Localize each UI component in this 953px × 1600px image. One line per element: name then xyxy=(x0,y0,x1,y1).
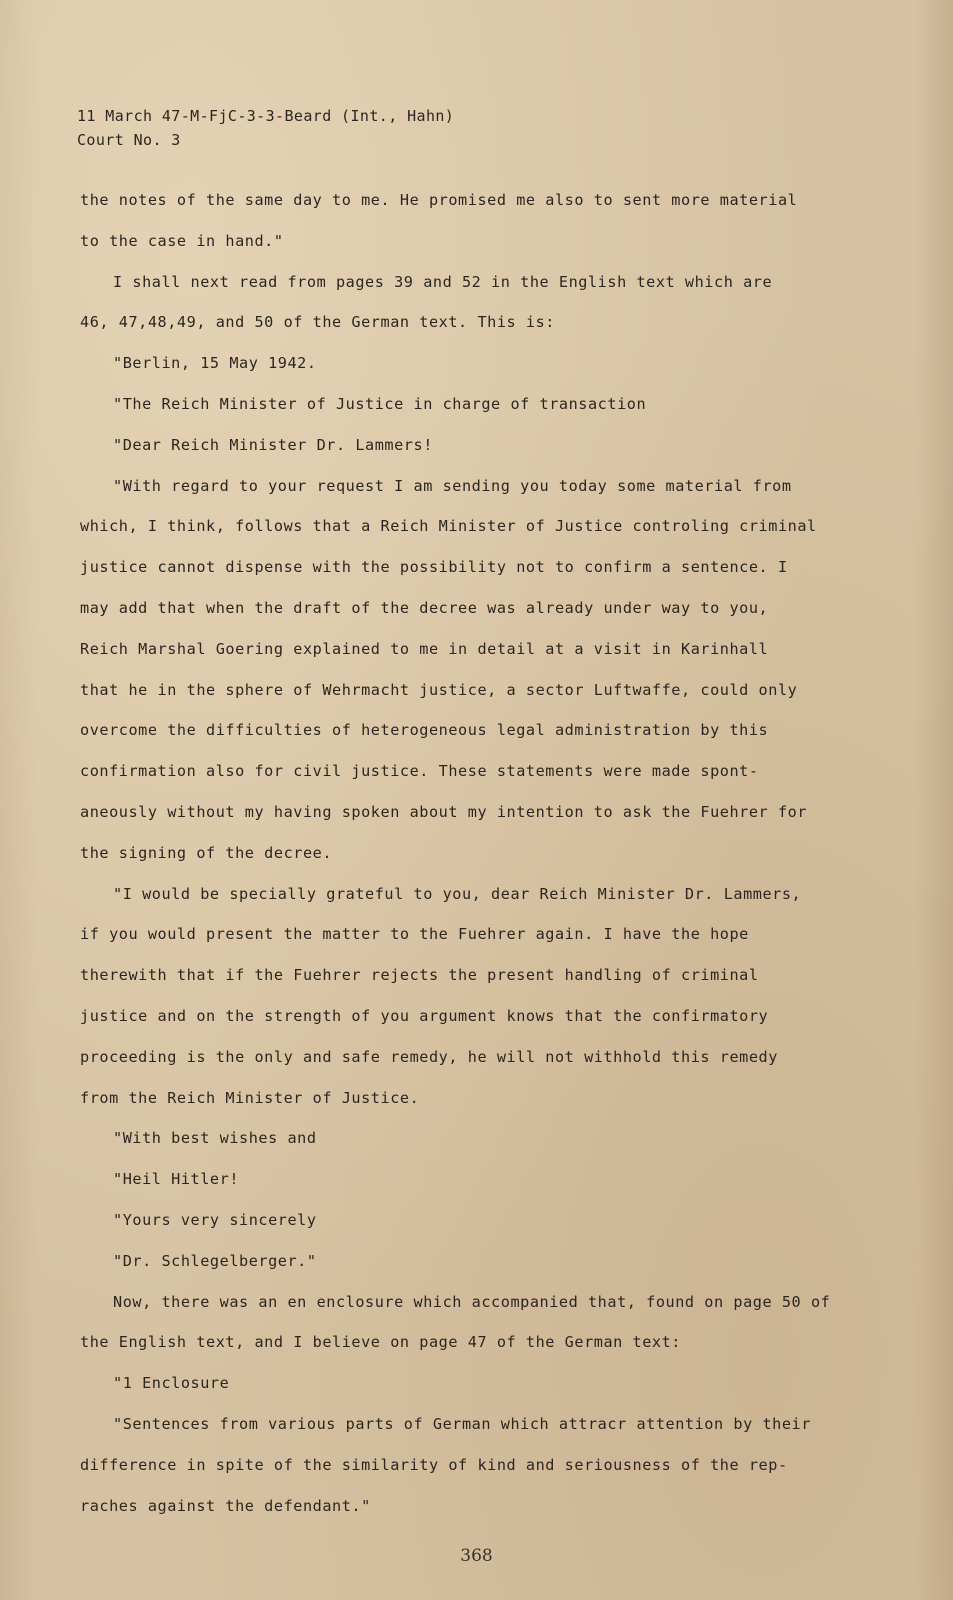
text-line: I shall next read from pages 39 and 52 in the English text which are xyxy=(113,272,773,291)
text-line: raches against the defendant." xyxy=(80,1496,371,1515)
text-line: "With regard to your request I am sending you today some material from xyxy=(113,476,792,495)
text-line: "The Reich Minister of Justice in charge of transaction xyxy=(113,394,647,413)
transcript-body xyxy=(80,180,880,1526)
text-line: aneously without my having spoken about my intention to ask the Fuehrer for xyxy=(80,802,808,821)
text-line: that he in the sphere of Wehrmacht justice, a sector Luftwaffe, could only xyxy=(80,680,798,699)
text-line: "With best wishes and xyxy=(113,1129,317,1148)
text-line: "Yours very sincerely xyxy=(113,1210,317,1229)
text-line: justice and on the strength of you argument knows that the confirmatory xyxy=(80,1006,769,1025)
document-header xyxy=(77,104,454,152)
text-line: "Berlin, 15 May 1942. xyxy=(113,354,317,373)
text-line: the signing of the decree. xyxy=(80,843,333,862)
text-line: proceeding is the only and safe remedy, he will not withhold this remedy xyxy=(80,1047,778,1066)
text-line: the notes of the same day to me. He promised me also to sent more material xyxy=(80,191,798,209)
text-line: Now, there was an en enclosure which accompanied that, found on page 50 of xyxy=(113,1292,831,1311)
text-line: to the case in hand." xyxy=(80,231,284,250)
text-line: if you would present the matter to the Fuehrer again. I have the hope xyxy=(80,925,749,944)
text-line: the English text, and I believe on page 47 of the German text: xyxy=(80,1333,682,1352)
text-line: 46, 47,48,49, and 50 of the German text. This is: xyxy=(80,313,555,332)
text-line: difference in spite of the similarity of kind and seriousness of the rep- xyxy=(80,1455,788,1474)
text-line: "Sentences from various parts of German which attracr attention by their xyxy=(113,1414,811,1433)
header-line-1: 11 March 47-M-FjC-3-3-Beard (Int., Hahn) xyxy=(77,107,455,125)
text-line: may add that when the draft of the decree was already under way to you, xyxy=(80,598,769,617)
text-line: "Dear Reich Minister Dr. Lammers! xyxy=(113,435,433,454)
text-line: "Dr. Schlegelberger." xyxy=(113,1251,317,1270)
text-line: "Heil Hitler! xyxy=(113,1170,240,1189)
text-line: "1 Enclosure xyxy=(113,1374,230,1393)
header-line-2: Court No. 3 xyxy=(77,131,181,149)
text-line: justice cannot dispense with the possibility not to confirm a sentence. I xyxy=(80,558,788,577)
text-line: "I would be specially grateful to you, dear Reich Minister Dr. Lammers, xyxy=(113,884,802,903)
text-line: Reich Marshal Goering explained to me in detail at a visit in Karinhall xyxy=(80,639,769,658)
text-line: overcome the difficulties of heterogeneous legal administration by this xyxy=(80,721,769,740)
text-line: therewith that if the Fuehrer rejects the present handling of criminal xyxy=(80,966,759,985)
text-line: from the Reich Minister of Justice. xyxy=(80,1088,420,1107)
page-number: 368 xyxy=(460,1546,493,1566)
text-line: which, I think, follows that a Reich Minister of Justice controling criminal xyxy=(80,517,817,536)
text-line: confirmation also for civil justice. These statements were made spont- xyxy=(80,762,759,781)
